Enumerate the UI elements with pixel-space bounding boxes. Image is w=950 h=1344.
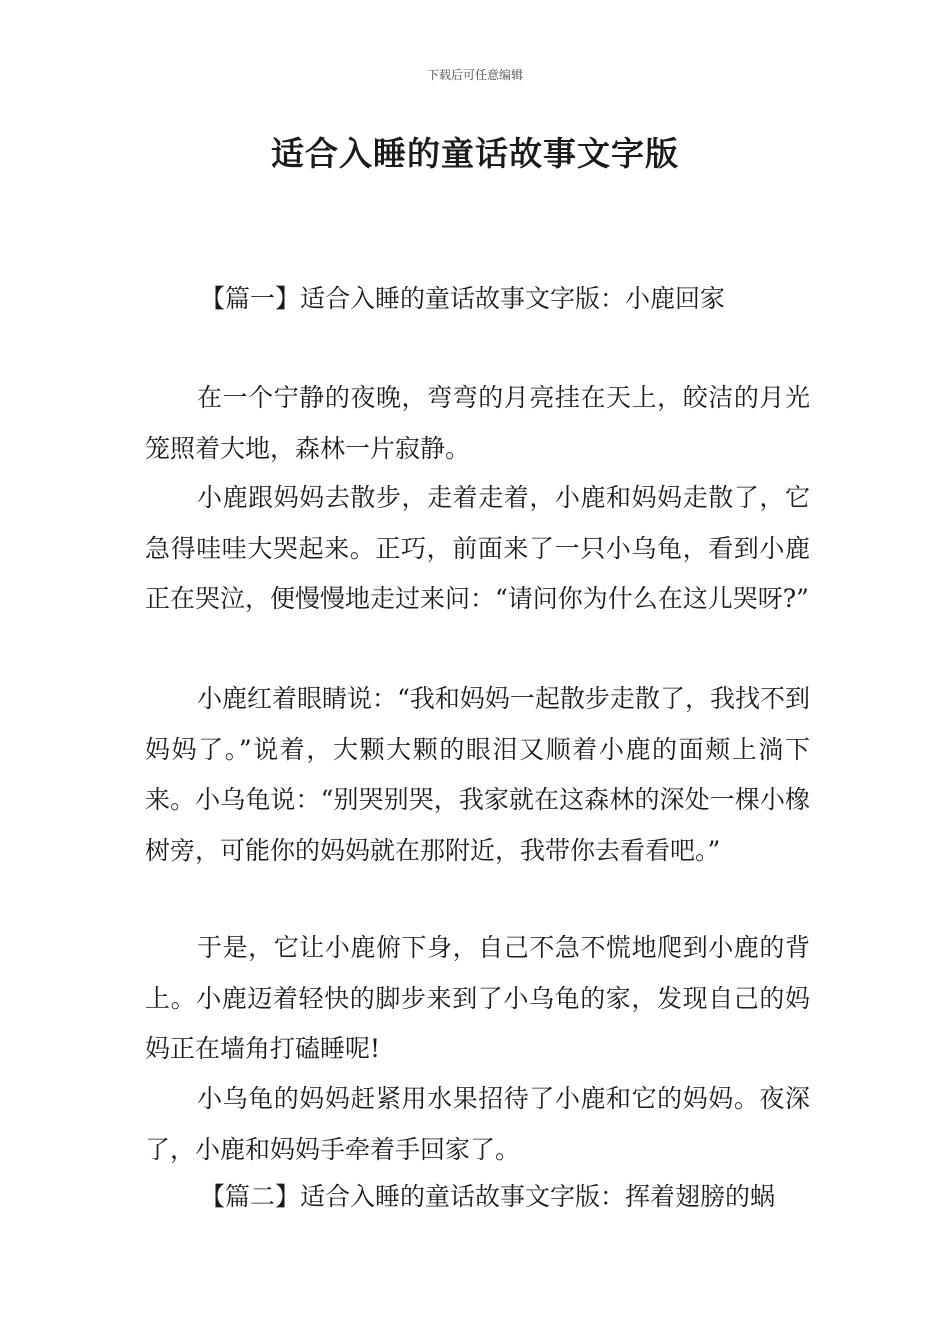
section-heading-1: 【篇一】适合入睡的童话故事文字版：小鹿回家 — [200, 284, 726, 313]
document-title: 适合入睡的童话故事文字版 — [271, 134, 679, 173]
paragraph-1: 在一个宁静的夜晚，弯弯的月亮挂在天上，皎洁的月光笼照着大地，森林一片寂静。 — [145, 383, 810, 463]
paragraph-4: 于是，它让小鹿俯下身，自己不急不慌地爬到小鹿的背上。小鹿迈着轻快的脚步来到了小乌龟的家，发现自己的妈妈正在墙角打磕睡呢! — [145, 933, 810, 1063]
paragraph-3: 小鹿红着眼睛说：“我和妈妈一起散步走散了，我找不到妈妈了。”说着，大颗大颗的眼泪又顺着小鹿的面颊上淌下来。小乌龟说：“别哭别哭，我家就在这森林的深处一棵小橡树旁，可能你的妈妈就在那附近，我带你去看看吧。” — [145, 684, 810, 865]
paragraph-5: 小乌龟的妈妈赶紧用水果招待了小鹿和它的妈妈。夜深了，小鹿和妈妈手牵着手回家了。 — [145, 1084, 810, 1164]
section-heading-2: 【篇二】适合入睡的童话故事文字版：挥着翅膀的蜗 — [200, 1182, 776, 1211]
paragraph-2: 小鹿跟妈妈去散步，走着走着，小鹿和妈妈走散了，它急得哇哇大哭起来。正巧，前面来了一只小乌龟，看到小鹿正在哭泣，便慢慢地走过来问：“请问你为什么在这儿哭呀?” — [145, 483, 810, 613]
header-note: 下载后可任意编辑 — [426, 68, 523, 82]
